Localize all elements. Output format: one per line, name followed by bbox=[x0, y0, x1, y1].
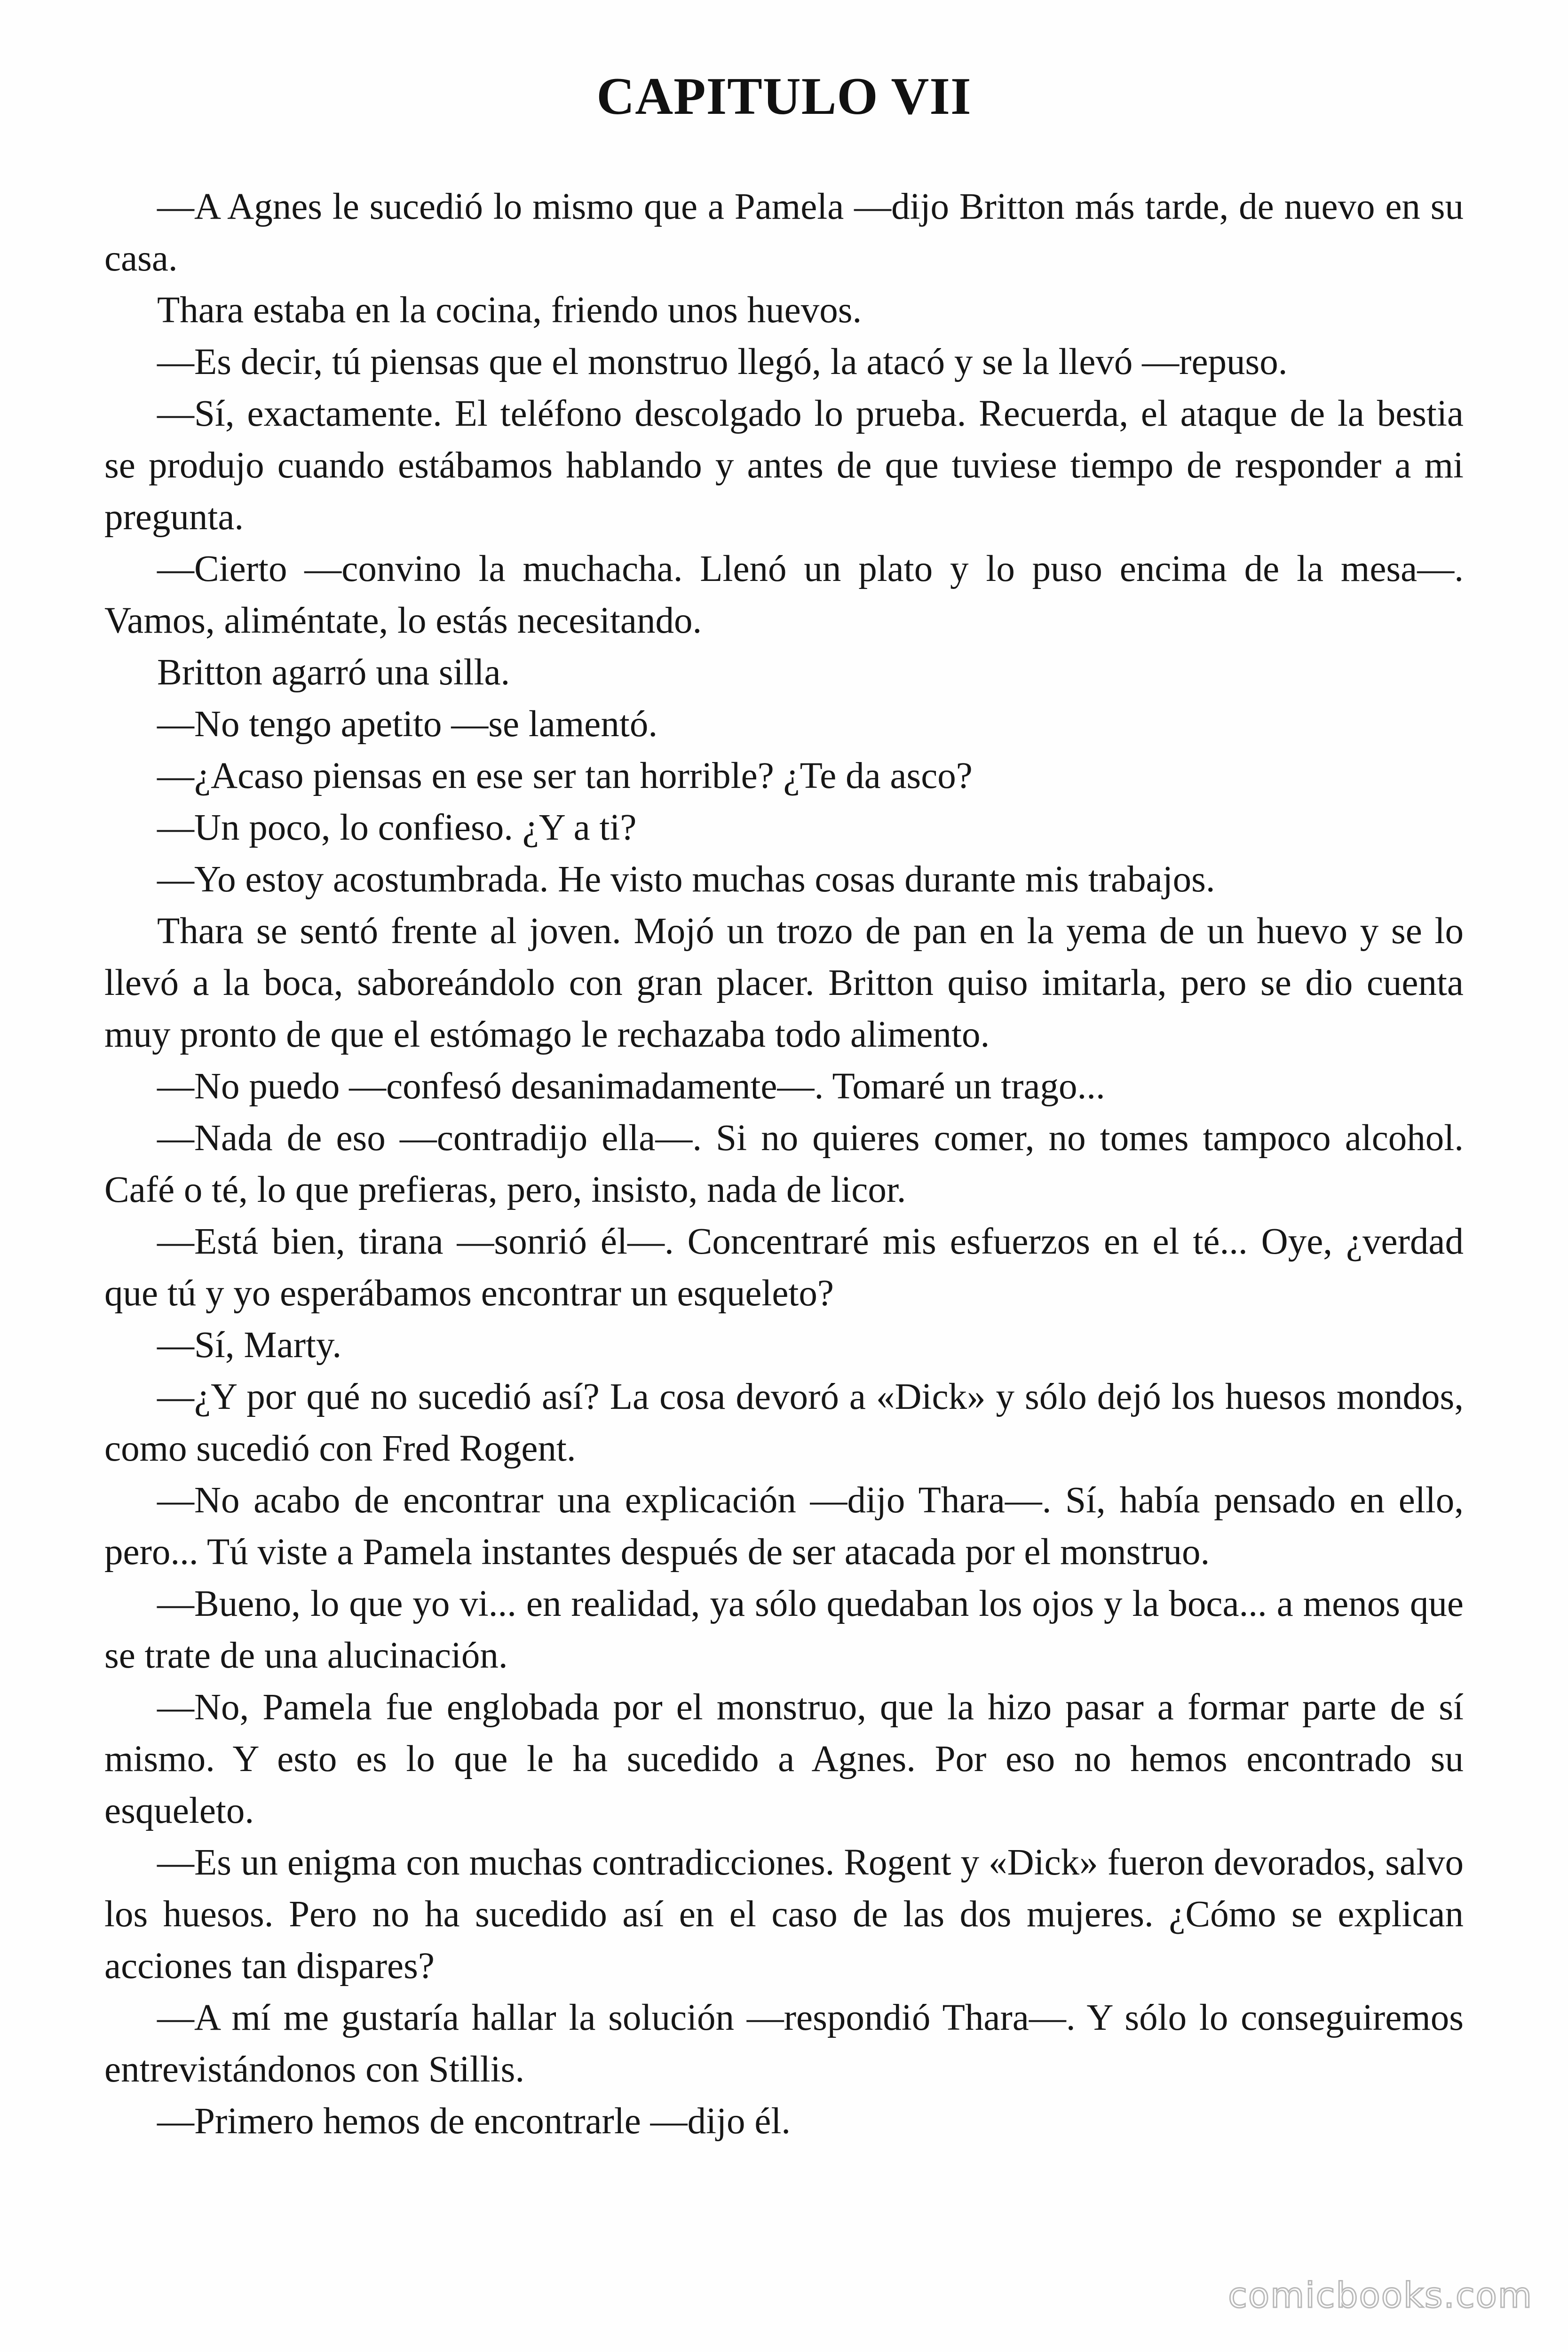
paragraph: —Nada de eso —contradijo ella—. Si no quieres comer, no tomes tampoco alcohol. Café o té, lo que prefieras, pero, insisto, nada de licor. bbox=[104, 1118, 1464, 1210]
paragraph: —¿Acaso piensas en ese ser tan horrible? ¿Te da asco? bbox=[157, 755, 973, 796]
paragraph: —Un poco, lo confieso. ¿Y a ti? bbox=[157, 807, 637, 848]
paragraph: Thara se sentó frente al joven. Mojó un trozo de pan en la yema de un huevo y se lo llevó a la boca, saboreándolo con gran placer. Britton quiso imitarla, pero se dio cuenta muy pronto de que el estómago le rechazaba todo alimento. bbox=[104, 911, 1464, 1055]
paragraph: —No puedo —confesó desanimadamente—. Tomaré un trago... bbox=[157, 1066, 1105, 1107]
paragraph: Britton agarró una silla. bbox=[157, 652, 510, 693]
paragraph: —A Agnes le sucedió lo mismo que a Pamela —dijo Britton más tarde, de nuevo en su casa. bbox=[104, 186, 1464, 279]
paragraph: —Es un enigma con muchas contradicciones. Rogent y «Dick» fueron devorados, salvo los huesos. Pero no ha sucedido así en el caso de las dos mujeres. ¿Cómo se explican acciones tan dispares? bbox=[104, 1842, 1464, 1986]
paragraph: —Yo estoy acostumbrada. He visto muchas cosas durante mis trabajos. bbox=[157, 859, 1215, 900]
paragraph: Thara estaba en la cocina, friendo unos huevos. bbox=[157, 290, 862, 331]
chapter-body bbox=[104, 181, 1464, 2147]
paragraph: —No, Pamela fue englobada por el monstruo, que la hizo pasar a formar parte de sí mismo. Y esto es lo que le ha sucedido a Agnes. Por eso no hemos encontrado su esqueleto. bbox=[104, 1687, 1464, 1831]
paragraph: —No tengo apetito —se lamentó. bbox=[157, 704, 658, 745]
paragraph: —Sí, exactamente. El teléfono descolgado lo prueba. Recuerda, el ataque de la bestia se produjo cuando estábamos hablando y antes de que tuviese tiempo de responder a mi pregunta. bbox=[104, 393, 1464, 538]
chapter-title: CAPITULO VII bbox=[596, 67, 972, 126]
paragraph: —¿Y por qué no sucedió así? La cosa devoró a «Dick» y sólo dejó los huesos mondos, como sucedió con Fred Rogent. bbox=[104, 1376, 1464, 1469]
paragraph: —Está bien, tirana —sonrió él—. Concentraré mis esfuerzos en el té... Oye, ¿verdad que tú y yo esperábamos encontrar un esqueleto? bbox=[104, 1221, 1464, 1314]
paragraph: —Primero hemos de encontrarle —dijo él. bbox=[157, 2101, 791, 2142]
paragraph: —Cierto —convino la muchacha. Llenó un plato y lo puso encima de la mesa—. Vamos, aliméntate, lo estás necesitando. bbox=[104, 548, 1464, 641]
paragraph: —Bueno, lo que yo vi... en realidad, ya sólo quedaban los ojos y la boca... a menos que se trate de una alucinación. bbox=[104, 1583, 1464, 1676]
paragraph: —Es decir, tú piensas que el monstruo llegó, la atacó y se la llevó —repuso. bbox=[157, 342, 1288, 382]
paragraph: —Sí, Marty. bbox=[157, 1325, 342, 1366]
paragraph: —No acabo de encontrar una explicación —dijo Thara—. Sí, había pensado en ello, pero... Tú viste a Pamela instantes después de ser atacada por el monstruo. bbox=[104, 1480, 1464, 1573]
paragraph: —A mí me gustaría hallar la solución —respondió Thara—. Y sólo lo conseguiremos entrevistándonos con Stillis. bbox=[104, 1997, 1464, 2090]
watermark: comicbooks.com bbox=[1228, 2275, 1533, 2316]
